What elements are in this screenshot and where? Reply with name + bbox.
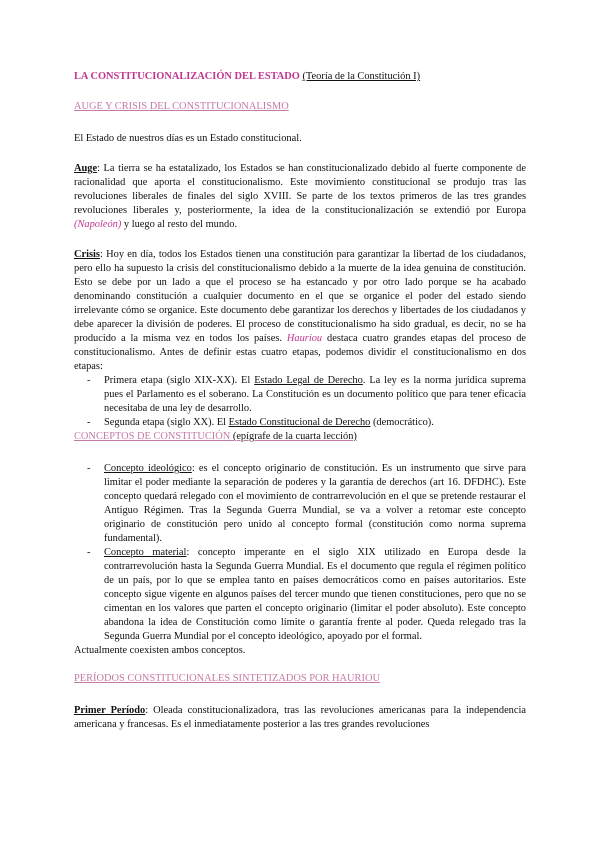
napoleon-highlight: (Napoleón)	[74, 219, 122, 230]
primer-periodo-text: : Oleada constitucionalizadora, tras las revoluciones americanas para la independencia americana y francesas. Es el inmediatamente posterior a las tres grandes revoluciones	[74, 705, 526, 730]
auge-paragraph	[74, 162, 526, 232]
intro-paragraph: El Estado de nuestros días es un Estado constitucional.	[74, 133, 302, 144]
concepto-material-text: : concepto imperante en el siglo XIX utilizado en Europa desde la contrarrevolución hasta la Segunda Guerra Mundial. Es el documento que regula el régimen político de un país, por lo que se emplea tanto en países democráticos como en países autoritarios. Este concepto sigue vigente en algunos países del tercer mundo que tienen constituciones, pero que no se cimentan en los valores que parten el concepto originario (limitar el poder absoluto). Este concepto abandona la idea de Constitución como límite o garantía frente al poder. Queda relegado tras la Segunda Guerra Mundial por el concepto ideológico, apoyado por el formal.	[104, 547, 526, 642]
etapa-2-term: Estado Constitucional de Derecho	[228, 417, 371, 428]
conceptos-list	[74, 462, 526, 644]
etapas-list	[74, 374, 526, 430]
etapa-2-post: (democrático).	[370, 417, 434, 428]
list-item	[104, 462, 526, 546]
hauriou-highlight: Hauriou	[286, 333, 323, 344]
crisis-term: Crisis	[74, 249, 100, 260]
list-item	[104, 546, 526, 644]
list-item	[104, 374, 526, 416]
etapa-1-post: . La ley es la norma jurídica suprema pues el Parlamento es el soberano. La Constitución es un documento político que para tener eficacia necesitaba de una ley de desarrollo.	[104, 375, 526, 414]
etapa-1-pre: Primera etapa (siglo XIX-XX). El	[104, 375, 255, 386]
conceptos-heading-suffix: (epígrafe de la cuarta lección)	[230, 431, 357, 442]
primer-periodo-term: Primer Período	[74, 705, 146, 716]
title-main: LA CONSTITUCIONALIZACIÓN DEL ESTADO	[74, 71, 300, 82]
document-body	[74, 70, 526, 732]
auge-term: Auge	[74, 163, 98, 174]
conceptos-closing: Actualmente coexisten ambos conceptos.	[74, 645, 246, 656]
document-title	[74, 70, 526, 84]
list-item	[104, 416, 526, 430]
concepto-ideologico-text: : es el concepto originario de constitución. Es un instrumento que sirve para limitar el poder mediante la separación de poderes y la garantía de derechos (art 16. DFDHC). Este concepto quedará relegado con el movimiento de contrarrevolución en el que se pretende restaurar el Antiguo Régimen. Tras la Segunda Guerra Mundial, se va a volver a retomar este concepto originario de constitución pero unido al concepto formal (constitución como norma suprema fundamental).	[104, 463, 527, 544]
crisis-text: : Hoy en día, todos los Estados tienen una constitución para garantizar la libertad de los ciudadanos, pero ello ha supuesto la crisis del constitucionalismo debido a la muerte de la idea genuina de constitución. Esto se debe por un lado a que el proceso se ha estancado y por otro lado porque se ha acabado denominando constitución a cualquier documento en el que se organice el poder del estado siendo irrelevante cómo se organice. Este documento debe garantizar los derechos y libertades de los ciudadanos y debe aparecer la división de poderes. El proceso de constitucionalismo ha sido gradual, es decir, no se ha producido a la misma vez en todos los países.	[74, 249, 526, 344]
auge-text-end: y luego al resto del mundo.	[121, 219, 238, 230]
auge-text: : La tierra se ha estatalizado, los Estados se han constitucionalizado debido al fuerte componente de racionalidad que aporta el constitucionalismo. Este movimiento constitucional se produjo tras las revoluciones liberales de finales del siglo XVIII. Se parte de los textos primeros de las tres grandes revoluciones liberales y, posteriormente, la idea de la constitucionalización se extendió por Europa	[74, 163, 526, 216]
etapa-1-term: Estado Legal de Derecho	[254, 375, 363, 386]
section-heading-conceptos	[74, 430, 526, 444]
concepto-material-term: Concepto material	[104, 547, 187, 558]
primer-periodo-paragraph	[74, 704, 526, 732]
section-heading-auge-crisis: AUGE Y CRISIS DEL CONSTITUCIONALISMO	[74, 101, 289, 112]
concepto-ideologico-term: Concepto ideológico	[104, 463, 192, 474]
section-heading-periodos: PERÍODOS CONSTITUCIONALES SINTETIZADOS POR HAURIOU	[74, 673, 380, 684]
title-subtitle: (Teoría de la Constitución I)	[302, 71, 421, 82]
crisis-paragraph	[74, 248, 526, 374]
conceptos-heading-text: CONCEPTOS DE CONSTITUCIÓN	[74, 431, 231, 442]
crisis-text-end: destaca cuatro grandes etapas del proceso de constitucionalismo. Antes de definir estas cuatro etapas, podemos dividir el constitucionalismo en dos etapas:	[74, 333, 527, 372]
etapa-2-pre: Segunda etapa (siglo XX). El	[104, 417, 229, 428]
